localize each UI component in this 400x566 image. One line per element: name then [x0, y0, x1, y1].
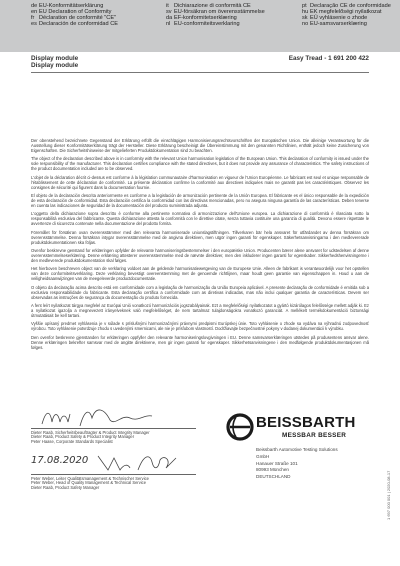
product-number: Easy Tread - 1 691 200 422	[288, 55, 369, 62]
signer-role-translation: Dieter Raab, Product Safety & Product Integrity Manager	[31, 434, 135, 440]
product-label: Display module	[31, 55, 79, 62]
logo-tagline: MESSBAR BESSER	[282, 432, 347, 439]
signature-line	[31, 428, 196, 429]
company-logo	[226, 413, 366, 441]
title-text: EU-samsvarserklæring	[310, 20, 367, 27]
lang-code: en	[31, 8, 38, 15]
title-text: EF-konformitetserklæring	[174, 14, 237, 21]
title-column-3	[302, 4, 391, 28]
signature-block-1	[31, 428, 196, 445]
title-text: EU-conformiteitsverklaring	[174, 20, 240, 27]
product-label-translation: Display module	[31, 62, 79, 69]
paragraph-pt: O objeto da declaração acima descrito está em conformidade com a legislação de harmonização da União Europeia aplicável. A presente declaração de conformidade é emitida sob a exclusiva responsabilidade do fabricante. Esta declaração certifica a conformidade com as diretivas indicadas, mas não inclui qualquer garantia de características. Devem ser observadas as instruções de segurança da documentação do produto fornecida.	[31, 284, 369, 300]
signer-second: Peter Haase, Corporate Standards Specialist	[31, 439, 113, 445]
address-line: 80993 München	[256, 467, 289, 473]
title-text: Declaração CE de conformidade	[310, 3, 391, 9]
declaration-text	[31, 138, 369, 353]
lang-code: nl	[166, 20, 171, 27]
address-line: DEUTSCHLAND	[256, 474, 291, 480]
title-column-1	[31, 4, 118, 28]
model-line	[31, 55, 369, 71]
title-text: EU Declaration of Conformity	[39, 8, 112, 15]
logo-mark-icon	[226, 413, 254, 441]
signer-role: Dieter Raab, Sicherheitsbeauftragter & Product Integrity Manager	[31, 429, 150, 435]
title-band	[0, 0, 400, 52]
lang-code: sk	[302, 14, 308, 21]
title-text: Déclaration de conformité "CE"	[39, 14, 117, 21]
lang-code: it	[166, 3, 169, 9]
title-text: EU-försäkran om överensstämmelse	[174, 8, 265, 15]
paragraph-no: Den ovenfor beskrevne gjenstanden for erklæringen oppfyller den relevante harmoniseringslovgivningen i EU. Denne samsvarserklæringen utstedes på produsentens ansvar alene. Denne erklæringen bekrefter samsvar med de angitte direktivene, men gir ingen garanti for egenskaper. Sikkerhetsanvisningene i den medfølgende produktdokumentasjonen må følges.	[31, 334, 369, 350]
signer-role: Peter Weber, Leiter Qualitätsmanagement & Technischer Service	[31, 475, 149, 481]
title-row	[302, 22, 391, 28]
title-row	[31, 22, 118, 28]
paragraph-sk: Vyššie opísaný predmet vyhlásenia je v súlade s príslušnými harmonizačnými právnymi predpismi Európskej únie. Toto vyhlásenie o zhode sa vydáva na výhradnú zodpovednosť výrobcu. Toto vyhlásenie potvrdzuje zhodu s uvedenými smernicami, ale nie je prísľubom vlastností. Dodržiavajte bezpečnostné pokyny v dodanej dokumentácii k výrobku.	[31, 321, 369, 332]
title-column-2	[166, 4, 265, 28]
document-code: 1 697 000 001 | 2020-08-17	[386, 470, 391, 520]
logo-wordmark: BEISSBARTH	[256, 414, 356, 431]
lang-code: hu	[302, 8, 309, 15]
divider	[31, 72, 369, 73]
paragraph-fr: L'objet de la déclaration décrit ci-dessus est conforme à la législation communautaire d'harmonisation en vigueur de l'Union Européenne. Le fabricant est seul et unique responsable de l'établissement de cette déclaration de conformité. La présente déclaration confirme la conformité aux directives indiquées mais ne garantit pas les caractéristiques. Observez les consignes de sécurité qui figurent dans la documentation fournie.	[31, 174, 369, 190]
signature-2	[94, 450, 184, 476]
title-text: EK megfelelőségi nyilatkozat	[310, 8, 382, 15]
lang-code: pt	[302, 3, 307, 9]
signer-second: Dieter Raab, Product Safety Manager	[31, 485, 100, 491]
signature-block-2	[31, 474, 196, 491]
address-line: GmbH	[256, 453, 270, 459]
paragraph-de: Der obenstehend bezeichnete Gegenstand der Erklärung erfüllt die einschlägigen Harmonisierungsrechtsvorschriften der Europäischen Union. Die alleinige Verantwortung für die Ausstellung dieser Konformitätserklärung trägt der Hersteller. Diese Erklärung bescheinigt die Übereinstimmung mit den genannten Richtlinien, enthält jedoch keine Zusicherung von Eigenschaften. Die Sicherheitshinweise der mitgelieferten Produktdokumentation sind zu beachten.	[31, 138, 369, 154]
title-text: Dichiarazione di conformità CE	[174, 3, 251, 9]
signature-1	[40, 404, 160, 430]
paragraph-hu: A fent leírt nyilatkozat tárgya megfelel az Európai Unió vonatkozó harmonizációs jogszabályainak. Ezt a megfelelőségi nyilatkozatot a gyártó kizárólagos felelőssége mellett adják ki. Ez a nyilatkozat igazolja a megnevezett irányelveknek való megfelelőséget, de nem tartalmaz tulajdonságokra vonatkozó garanciát. A mellékelt termékdokumentáció biztonsági útmutatásait be kell tartani.	[31, 302, 369, 319]
manufacturer-address	[256, 447, 338, 481]
address-line: Hanauer Straße 101	[256, 460, 298, 466]
lang-code: es	[31, 20, 37, 27]
signer-role-translation: Peter Weber, Head of Quality Management & Technical Service	[31, 480, 146, 486]
signature-line	[31, 474, 196, 475]
paragraph-nl: Het hierboven beschreven object van de verklaring voldoet aan de geldende harmonisatiewetgeving van de Europese Unie. Alleen de fabrikant is verantwoordelijk voor het opstellen van deze conformiteitsverklaring. Deze verklaring bevestigt overeenstemming met de genoemde richtlijnen, maar houdt geen garantie van eigenschappen in. Houd u aan de veiligheidsaanwijzingen van de meegeleverde productdocumentatie.	[31, 266, 369, 282]
signature-date: 17.08.2020	[31, 455, 89, 466]
paragraph-da: Ovenfor beskrevne genstand for erklæringen opfylder de relevante harmoniseringsbestemmelser i den europæiske Union. Producenten bærer alene ansvaret for udstedelsen af denne overensstemmelseserklæring. Denne erklæring attesterer overensstemmelse med de nævnte direktiver, men den inkluderer ingen garanti for egenskaber. Sikkerhedshenvisningerne i den medleverede produktdokumentation skal følges.	[31, 247, 369, 264]
title-text: EU-Konformitätserklärung	[39, 3, 104, 9]
paragraph-it: L'oggetto della dichiarazione sopra descritto è conforme alla pertinente normativa di armonizzazione dell'Unione europea. La dichiarazione di conformità è rilasciata sotto la responsabilità esclusiva del fabbricante. Questa dichiarazione attesta la conformità con le direttive citate, senza tuttavia costituire una garanzia di qualità. Devono essere rispettate le avvertenze di sicurezza contenute nella documentazione del prodotto fornita.	[31, 211, 369, 227]
paragraph-en: The object of the declaration described above is in conformity with the relevant Union harmonisation legislation of the European Union. This declaration of conformity is issued under the sole responsibility of the manufacturer. This declaration certifies compliance with the stated directives, but it does not provide any assurance of characteristics. The safety instructions of the product documentation included are to be observed.	[31, 156, 369, 172]
title-text: Declaración de conformidad CE	[39, 20, 118, 27]
title-text: EÚ vyhlásenie o zhode	[310, 14, 368, 21]
lang-code: de	[31, 3, 38, 9]
paragraph-sv: Föremålet för försäkran ovan överensstämmer med den relevanta harmoniserade unionslagstiftningen. Tillverkaren bär hela ansvaret för utfärdandet av denna försäkran om överensstämmelse. Denna försäkran intygar överensstämmelse med de angivna direktiven, men utgör ingen garanti för egenskaper. Säkerhetsanvisningarna i den medlevererade produktdokumentationen ska följas.	[31, 229, 369, 245]
lang-code: sv	[166, 8, 172, 15]
address-line: Beissbarth Automotive Testing Solutions	[256, 447, 338, 452]
lang-code: fr	[31, 14, 35, 21]
lang-code: no	[302, 20, 309, 27]
lang-code: da	[166, 14, 173, 21]
paragraph-es: El objeto de la declaración descrita anteriormente es conforme a la legislación de armonización pertinente de la Unión Europea. El fabricante es el único responsable de la expedición de esta declaración de conformidad. Esta declaración certifica la conformidad con las directivas mencionadas, pero no asegura ninguna garantía de las características. Deben tenerse en cuenta las indicaciones de seguridad de la documentación del producto suministrada adjunta.	[31, 192, 369, 209]
title-row	[166, 22, 265, 28]
